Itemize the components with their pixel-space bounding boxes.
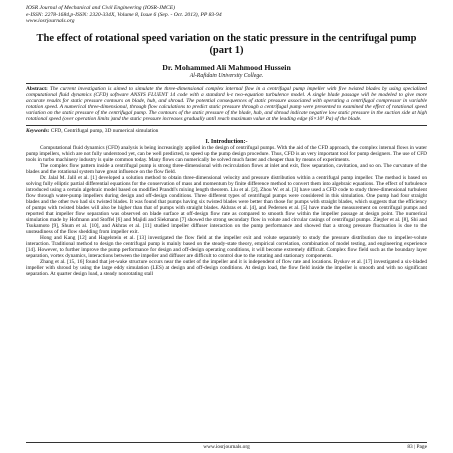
page-footer [26, 442, 427, 450]
section-heading: I. Introduction:- [205, 139, 248, 146]
page-number: 83 | Page [407, 444, 427, 450]
journal-header [26, 5, 427, 25]
keywords-text: CFD, Centrifugal pump, 3D numerical simulation [50, 128, 159, 135]
body-paragraph: Dr. Jalal M. Jalil et al. [1] developed a solution method to obtain three-dimensional velocity and pressure distribution within a centrifugal pump impeller. The method is based on solving fully elliptic partial differential equations for the conservation of mass and momentum by finite difference method to convert them into algebraic equations. The effect of turbulence introduced using a certain algebraic model based on modified Prandtl's mixing length theorem. Liu et al. [2], Zhou W. et al. [3] have used a CFD code to study three-dimensional turbulent flow through water-pump impellers during design and off-design conditions. Three different types of centrifugal pumps were considered in this simulation. One pump had four straight blades and the other two had six twisted blades. It was found that pumps having six twisted blades were better than those for pumps with straight blades, which suggests that the efficiency of pumps with twisted blades will also be higher than that of pumps with straight blades. Akhras et al. [4], and Pedersen et al. [5] have made the measurement on centrifugal pumps and reported that impeller flow separation was observed on blade surface at off-design flow rate as compared to smooth flow within the impeller passage at design point. The numerical simulation made by Hofmann and Stoffel [6] and Majidi and Siekmann [7] showed the strong secondary flow in volute and circular casings of centrifugal pumps. Ziegler et al. [8], Shi and Tsukamoto [9], Shum et al. [10], and Akhras et al. [11] studied impeller diffuser interaction on the pump performance and showed that a strong pressure fluctuation is due to the unsteadiness of the flow shedding from impeller exit. [26, 175, 427, 236]
abstract-label: Abstract: [26, 85, 48, 92]
keywords-block [26, 128, 427, 134]
abstract-block [26, 83, 427, 127]
paper-title: The effect of rotational speed variation on the static pressure in the centrifugal pump (part 1) [36, 32, 417, 56]
journal-name: IOSR Journal of Mechanical and Civil Engineering (IOSR-JMCE) [26, 5, 175, 11]
body-paragraph: Computational fluid dynamics (CFD) analysis is being increasingly applied in the design of centrifugal pumps. With the aid of the CFD approach, the complex internal flows in water pump impellers, which are not fully understood yet, can be well predicted, to speed up the pump design procedure. Thus, CFD is an very important tool for pump designers. The use of CFD tools in turbo machinery industry is quite common today. Many flows can numerically be solved much faster and cheaper than by means of experiments. [26, 145, 427, 164]
journal-issn: e-ISSN: 2278-1684,p-ISSN: 2320-334X, Volume 8, Issue 6 (Sep. - Oct. 2013), PP 83-94 [26, 11, 222, 18]
abstract-text: The current investigation is aimed to simulate the three-dimensional complex internal flow in a centrifugal pump impeller with five twisted blades by using specialized computational fluid dynamics (CFD) software ANSYS FLUENT 14 code with a standard k-ε two-equation turbulence model. A single blade passage will be modeled to give more accurate results for static pressure contours on blade, hub, and shroud. The potential consequences of static pressure associated with operating a centrifugal compressor in variable rotation speed. A numerical three-dimensional, through flow calculations to predict static pressure through a centrifugal pump were presented to examined the effect of rotational speed variation on the static pressure of the centrifugal pump. The contours of the static pressure of the blade, hub, and shroud indicate negative low static pressure in the suction side at high rotational speed (over operation limits )and the static pressure increases gradually until reach maximum value at the leading edge (6×10⁵ Pa) of the blade. [26, 85, 427, 123]
author-affiliation: Al-Rafidain University College. [189, 72, 264, 79]
footer-url[interactable]: www.iosrjournals.org [203, 444, 250, 450]
journal-website[interactable]: www.iosrjournals.org [26, 18, 75, 25]
body-paragraph: Zhang et al. [15, 16] found that jet-wake structure occurs near the outlet of the impeller and it is independent of flow rate and locations. Byskov et al. [17] investigated a six-bladed impeller with shroud by using the large eddy simulation (LES) at design and off-design conditions. At design load, the flow field inside the impeller is smooth and with no significant separation. At quarter design load, a steady nonrotating stall [26, 259, 427, 278]
body-paragraph: Hong and Kang [12] and Hagelstein et al. [13] investigated the flow field at the impeller exit and volute separately to study the pressure distribution due to impeller-volute interaction. Traditional method to design the centrifugal pump is mainly based on the steady-state theory, empirical correlation, combination of model testing, and engineering experience [14]. However, to further improve the pump performance for design and off-design operating conditions, it will become extremely difficult. Complex flow field such as the boundary layer separation, vortex dynamics, interactions between the impeller and diffuser are difficult to control due to the rotating and stationary components. [26, 235, 427, 260]
author-name: Dr. Mohammed Ali Mahmood Hussein [162, 62, 291, 72]
keywords-label: Keywords: [26, 128, 50, 135]
body-paragraph: The complex flow pattern inside a centrifugal pump is strong three-dimensional with recirculation flows at inlet and exit, flow separation, cavitation, and so on. The curvature of the blades and the rotational system have great influence on the flow field. [26, 163, 427, 176]
